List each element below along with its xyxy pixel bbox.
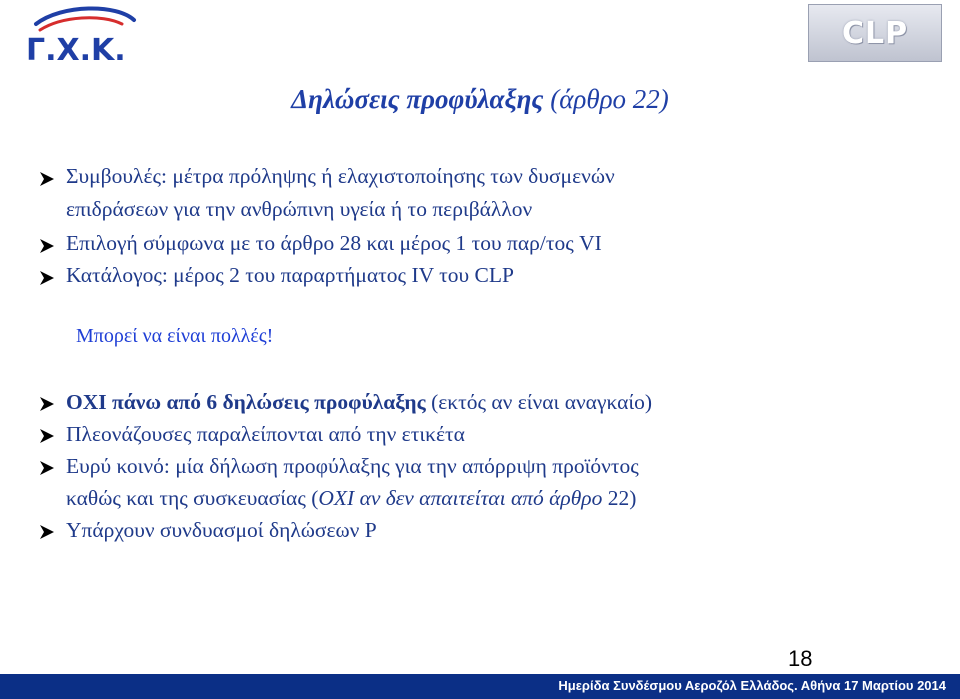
logo-text: Γ.Χ.Κ.	[26, 33, 126, 66]
bullet-7-line: Υπάρχουν συνδυασμοί δηλώσεων P	[66, 518, 377, 542]
logo-swoosh-icon	[22, 6, 152, 66]
bullet-6-line-2-b: 22)	[602, 486, 637, 510]
bullet-6-line-1: Ευρύ κοινό: μία δήλωση προφύλαξης για την απόρριψη προϊόντος	[66, 454, 639, 478]
bullet-6-line-2-a: καθώς και της συσκευασίας (	[66, 486, 319, 510]
bullet-6-line-2-italic: ΟΧΙ αν δεν απαιτείται από άρθρο	[318, 486, 603, 510]
bullet-1-line-1: Συμβουλές: μέτρα πρόληψης ή ελαχιστοποίησης των δυσμενών	[66, 164, 615, 188]
bullet-2-line: Επιλογή σύμφωνα με το άρθρο 28 και μέρος 1 του παρ/τος VI	[66, 231, 602, 255]
footer-text: Ημερίδα Συνδέσμου Αεροζόλ Ελλάδος. Αθήνα 17 Μαρτίου 2014	[558, 678, 946, 693]
arrow-bullet-icon	[38, 395, 56, 413]
arrow-bullet-icon	[38, 170, 56, 188]
arrow-bullet-icon	[38, 269, 56, 287]
slide-title	[0, 84, 960, 115]
clp-badge-text: CLP	[841, 15, 909, 51]
arrow-bullet-icon	[38, 427, 56, 445]
footer-bar	[0, 674, 960, 699]
title-article: (άρθρο 22)	[550, 84, 669, 114]
arrow-bullet-icon	[38, 237, 56, 255]
title-main: Δηλώσεις προφύλαξης	[291, 84, 544, 114]
bullet-4-line	[66, 390, 652, 415]
arrow-bullet-icon	[38, 459, 56, 477]
bullet-1-line-2: επιδράσεων για την ανθρώπινη υγεία ή το περιβάλλον	[66, 197, 533, 221]
bullet-4-bold: ΟΧΙ πάνω από 6 δηλώσεις προφύλαξης	[66, 390, 426, 414]
clp-badge	[808, 4, 942, 62]
gxk-logo	[22, 6, 152, 66]
page-number: 18	[788, 646, 813, 671]
note-many: Μπορεί να είναι πολλές!	[76, 325, 274, 347]
bullet-5-line: Πλεονάζουσες παραλείπονται από την ετικέτα	[66, 422, 465, 446]
arrow-bullet-icon	[38, 523, 56, 541]
bullet-3-line: Κατάλογος: μέρος 2 του παραρτήματος IV του CLP	[66, 263, 514, 287]
bullet-4-rest: (εκτός αν είναι αναγκαίο)	[425, 390, 653, 414]
bullet-6-line-2	[66, 486, 636, 511]
